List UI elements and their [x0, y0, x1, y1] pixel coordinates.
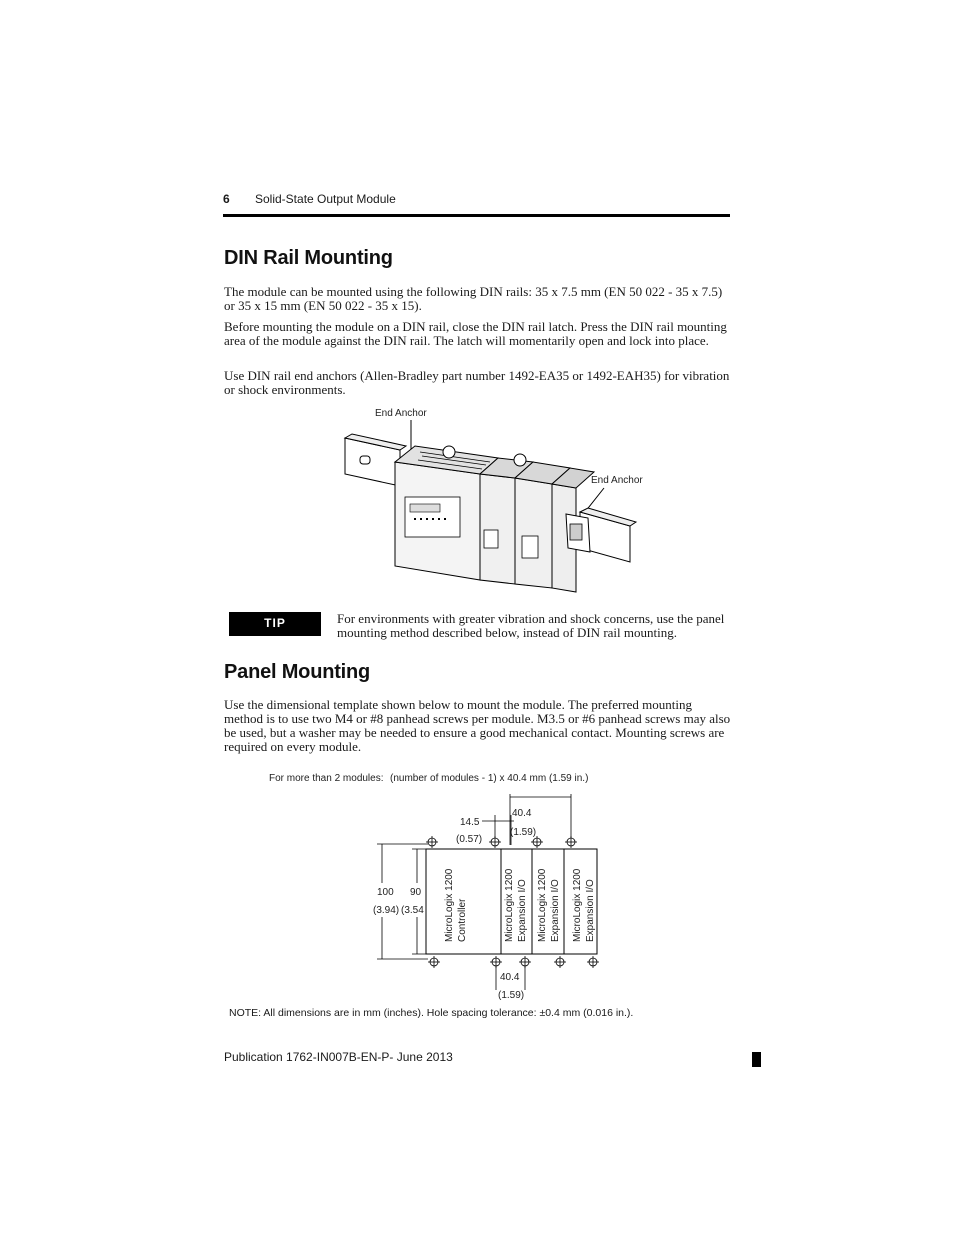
dim-14-5: 14.5	[460, 817, 480, 828]
din-paragraph-1: The module can be mounted using the following DIN rails: 35 x 7.5 mm (EN 50 022 - 35 x 7.5) or 35 x 15 mm (EN 50 022 - 35 x 15).	[224, 284, 723, 313]
dim-100: 100	[377, 887, 394, 898]
dimensions-note: NOTE: All dimensions are in mm (inches). Hole spacing tolerance: ±0.4 mm (0.016 in.).	[229, 1007, 634, 1019]
din-paragraph-2: Before mounting the module on a DIN rail, close the DIN rail latch. Press the DIN rail mounting area of the module against the DIN rail. The latch will momentarily open and lock into place.	[224, 319, 727, 348]
page-number: 6	[223, 192, 230, 206]
tip-text: For environments with greater vibration and shock concerns, use the panel mounting method described below, instead of DIN rail mounting.	[337, 611, 725, 640]
publication-footer: Publication 1762-IN007B-EN-P- June 2013	[224, 1050, 453, 1064]
expansion-3-label-line1: MicroLogix 1200	[572, 868, 583, 942]
expansion-3-label-line2: Expansion I/O	[585, 879, 596, 942]
panel-paragraph: Use the dimensional template shown below to mount the module. The preferred mounting method is to use two M4 or #8 panhead screws per module. M3.5 or #6 panhead screws may also be used, but a washer may be needed to ensure a good mechanical contact. Mounting screws are required on every module.	[224, 697, 731, 754]
caption-formula: (number of modules - 1) x 40.4 mm (1.59 in.)	[390, 773, 589, 784]
expansion-1-label-line1: MicroLogix 1200	[504, 868, 515, 942]
panel-mounting-heading: Panel Mounting	[224, 661, 371, 683]
end-anchor-right-label: End Anchor	[591, 475, 643, 486]
running-header-title: Solid-State Output Module	[255, 192, 396, 206]
panel-mounting-template	[260, 768, 700, 1008]
caption-prefix: For more than 2 modules:	[269, 773, 384, 784]
dim-1-59-bottom: (1.59)	[498, 990, 525, 1001]
end-anchor-left-label: End Anchor	[375, 408, 427, 419]
expansion-2-label-line1: MicroLogix 1200	[537, 868, 548, 942]
dim-0-57: (0.57)	[456, 834, 483, 845]
din-rail-heading: DIN Rail Mounting	[224, 247, 393, 269]
din-paragraph-3: Use DIN rail end anchors (Allen-Bradley part number 1492-EA35 or 1492-EAH35) for vibration or shock environments.	[224, 368, 730, 397]
din-rail-illustration	[340, 402, 660, 602]
dim-1-59-top: (1.59)	[510, 827, 537, 838]
header-rule	[223, 214, 730, 217]
expansion-1-label-line2: Expansion I/O	[517, 879, 528, 942]
dim-3-54: (3.54	[401, 905, 424, 916]
expansion-2-label-line2: Expansion I/O	[550, 879, 561, 942]
controller-label-line1: MicroLogix 1200	[444, 868, 455, 942]
controller-label-line2: Controller	[457, 898, 468, 942]
dim-40-4-bottom: 40.4	[500, 972, 520, 983]
tip-badge: TIP	[229, 612, 321, 636]
dim-3-94: (3.94)	[373, 905, 400, 916]
dim-40-4-top: 40.4	[512, 808, 532, 819]
page-edge-marker	[752, 1052, 761, 1067]
dim-90: 90	[410, 887, 422, 898]
